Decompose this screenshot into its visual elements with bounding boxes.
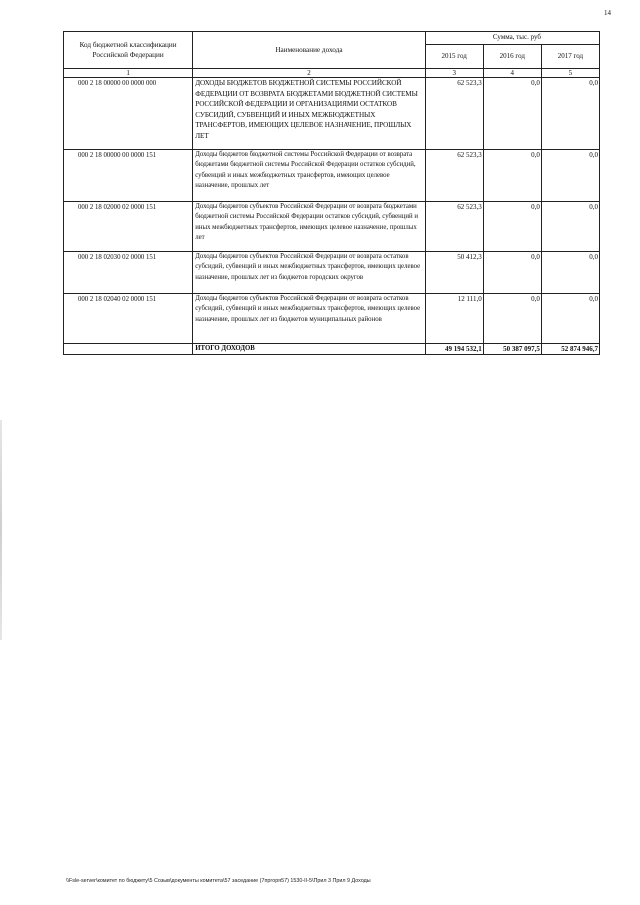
table-row	[64, 252, 600, 294]
row-value-2016: 0,0	[483, 202, 541, 252]
row-value-2015: 62 523,3	[425, 150, 483, 202]
row-value-2017: 0,0	[541, 202, 599, 252]
table-row	[64, 78, 600, 150]
row-value-2015: 12 111,0	[425, 294, 483, 344]
row-code: 000 2 18 02000 02 0000 151	[64, 202, 193, 252]
row-value-2015: 62 523,3	[425, 202, 483, 252]
header-year-2015: 2015 год	[425, 45, 483, 69]
total-code-empty	[64, 344, 193, 355]
total-value-2017: 52 874 946,7	[541, 344, 599, 355]
total-value-2016: 50 387 097,5	[483, 344, 541, 355]
table-row	[64, 202, 600, 252]
total-label: ИТОГО ДОХОДОВ	[193, 344, 425, 355]
row-code: 000 2 18 00000 00 0000 151	[64, 150, 193, 202]
header-year-2017: 2017 год	[541, 45, 599, 69]
row-value-2016: 0,0	[483, 252, 541, 294]
row-value-2015: 50 412,3	[425, 252, 483, 294]
table-row	[64, 294, 600, 344]
row-code: 000 2 18 00000 00 0000 000	[64, 78, 193, 150]
row-code: 000 2 18 02030 02 0000 151	[64, 252, 193, 294]
row-value-2016: 0,0	[483, 294, 541, 344]
row-code: 000 2 18 02040 02 0000 151	[64, 294, 193, 344]
total-value-2015: 49 194 532,1	[425, 344, 483, 355]
row-name: ДОХОДЫ БЮДЖЕТОВ БЮДЖЕТНОЙ СИСТЕМЫ РОССИЙСКОЙ ФЕДЕРАЦИИ ОТ ВОЗВРАТА БЮДЖЕТАМИ БЮДЖЕТНОЙ СИСТЕМЫ РОССИЙСКОЙ ФЕДЕРАЦИИ И ОРГАНИЗАЦИЯМИ ОСТАТКОВ СУБСИДИЙ, СУБВЕНЦИЙ И ИНЫХ МЕЖБЮДЖЕТНЫХ ТРАНСФЕРТОВ, ИМЕЮЩИХ ЦЕЛЕВОЕ НАЗНАЧЕНИЕ, ПРОШЛЫХ ЛЕТ	[193, 78, 425, 150]
row-value-2015: 62 523,3	[425, 78, 483, 150]
header-sum: Сумма, тыс. руб	[425, 32, 599, 45]
row-value-2017: 0,0	[541, 252, 599, 294]
header-row	[64, 32, 600, 45]
row-name: Доходы бюджетов субъектов Российской Федерации от возврата бюджетами бюджетной системы Российской Федерации остатков субсидий, субвенций и иных межбюджетных трансфертов, имеющих целевое назначение, прошлых лет	[193, 202, 425, 252]
page-number: 14	[604, 9, 611, 17]
file-path-footer: \\Fsle-server\комитет по бюджету\5 Созыв\документы комитета\57 заседание (7пргоря57) 1530-II-5\Прил 3 Прил 9 Доходы	[66, 878, 371, 884]
row-value-2017: 0,0	[541, 294, 599, 344]
header-year-2016: 2016 год	[483, 45, 541, 69]
column-number: 2	[193, 69, 425, 78]
scan-edge-shadow	[0, 420, 2, 640]
row-value-2016: 0,0	[483, 150, 541, 202]
column-number: 3	[425, 69, 483, 78]
revenue-table	[63, 31, 600, 355]
row-value-2016: 0,0	[483, 78, 541, 150]
header-code: Код бюджетной классификации Российской Федерации	[64, 32, 193, 69]
header-name: Наименование дохода	[193, 32, 425, 69]
total-row	[64, 344, 600, 355]
row-value-2017: 0,0	[541, 150, 599, 202]
row-name: Доходы бюджетов субъектов Российской Федерации от возврата остатков субсидий, субвенций и иных межбюджетных трансфертов, имеющих целевое назначение, прошлых лет из бюджетов городских округов	[193, 252, 425, 294]
row-value-2017: 0,0	[541, 78, 599, 150]
column-number: 5	[541, 69, 599, 78]
row-name: Доходы бюджетов бюджетной системы Российской Федерации от возврата бюджетами бюджетной системы Российской Федерации остатков субсидий, субвенций и иных межбюджетных трансфертов, имеющих целевое назначение, прошлых лет	[193, 150, 425, 202]
row-name: Доходы бюджетов субъектов Российской Федерации от возврата остатков субсидий, субвенций и иных межбюджетных трансфертов, имеющих целевое назначение, прошлых лет из бюджетов муниципальных районов	[193, 294, 425, 344]
column-number: 1	[64, 69, 193, 78]
table-row	[64, 150, 600, 202]
column-number: 4	[483, 69, 541, 78]
column-number-row	[64, 69, 600, 78]
